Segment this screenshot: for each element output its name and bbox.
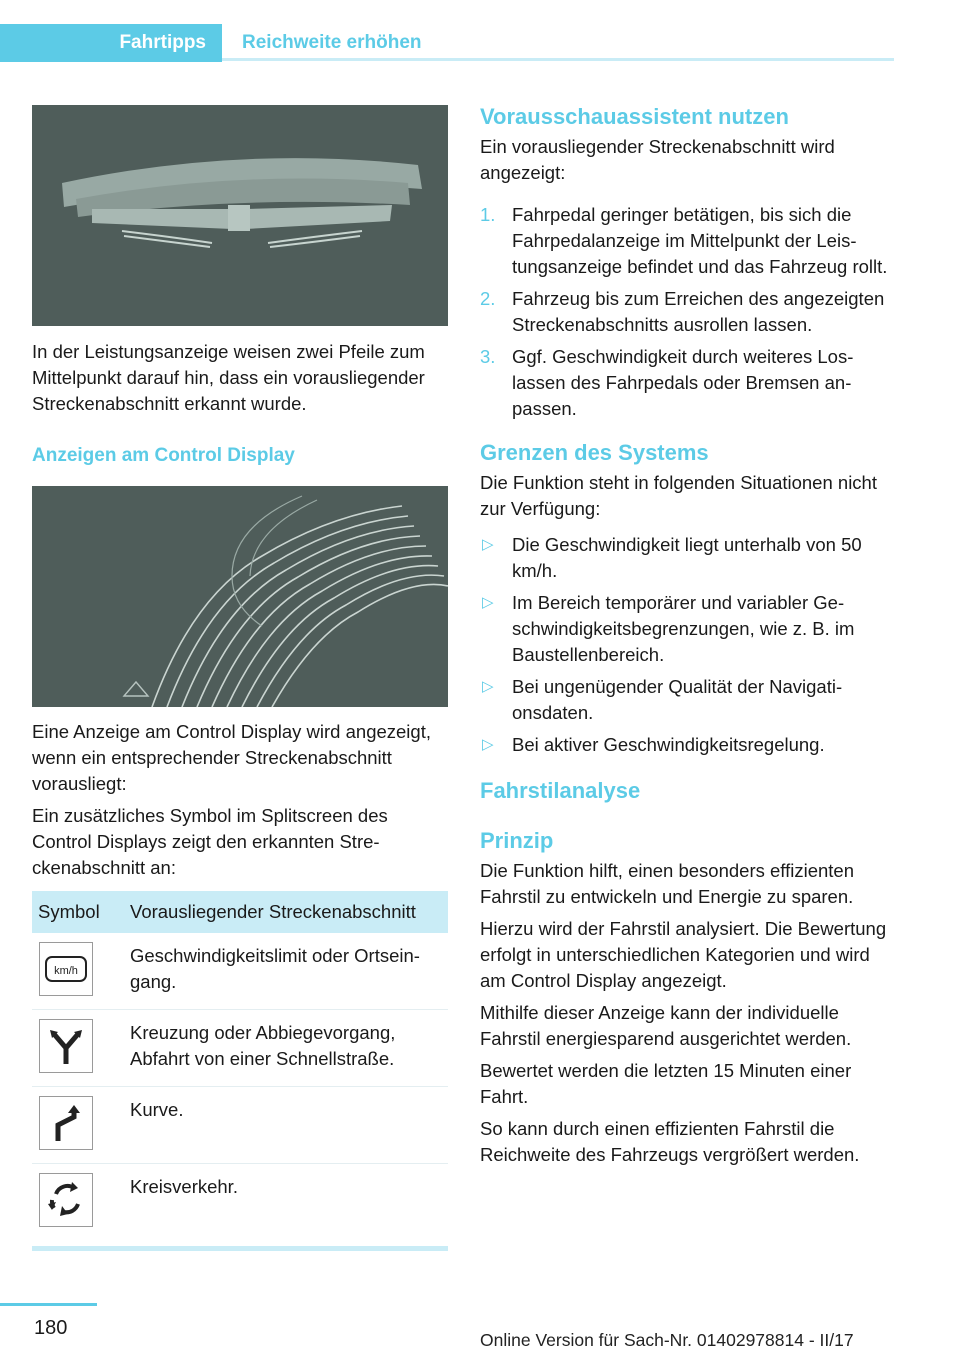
list-item: ▷ Die Geschwindigkeit liegt unterhalb von 50 km/h.	[482, 534, 862, 581]
heading-assist: Vorausschauassistent nutzen	[480, 104, 789, 129]
table-header-section: Vorausliegender Streckenabschnitt	[124, 891, 448, 933]
control-display-para2: Ein zusätzliches Symbol im Splitscreen des Control Displays zeigt den erkannten Streckenabschnitt an:	[32, 805, 388, 878]
online-version-note: Online Version für Sach-Nr. 01402978814 - II/17	[480, 1330, 854, 1350]
junction-icon	[39, 1019, 93, 1073]
table-cell-text: Kreuzung oder Abbiegevorgang, Abfahrt von einer Schnellstraße.	[124, 1010, 448, 1087]
list-item: 1. Fahrpedal geringer betätigen, bis sich die Fahrpedalanzeige im Mittelpunkt der Leistungsanzeige befindet und das Fahrzeug rollt.	[480, 204, 888, 277]
figure1-caption: In der Leistungsanzeige weisen zwei Pfeile zum Mittelpunkt darauf hin, dass ein vorausliegender Streckenabschnitt erkannt wurde.	[32, 341, 425, 414]
principle-para: So kann durch einen effizienten Fahrstil die Reichweite des Fahrzeugs vergrößert werden.	[480, 1118, 860, 1165]
left-column	[32, 105, 448, 1251]
heading-principle: Prinzip	[480, 828, 554, 853]
power-display-figure	[32, 105, 448, 326]
roundabout-icon	[39, 1173, 93, 1227]
list-item: 2. Fahrzeug bis zum Erreichen des angezeigten Streckenabschnitts ausrollen lassen.	[480, 288, 885, 335]
page-number: 180	[34, 1317, 68, 1339]
speed-limit-icon	[39, 942, 93, 996]
control-display-figure	[32, 486, 448, 707]
symbol-table	[32, 891, 448, 1240]
principle-para: Die Funktion hilft, einen besonders effizienten Fahrstil zu entwickeln und Energie zu sparen.	[480, 860, 855, 907]
principle-para: Hierzu wird der Fahrstil analysiert. Die Bewertung erfolgt in unterschiedlichen Kategorien und wird am Control Display angezeigt.	[480, 918, 887, 991]
power-arc-illustration	[32, 105, 448, 326]
limits-list	[480, 532, 894, 758]
page-number-rule	[0, 1303, 97, 1306]
table-bottom-rule	[32, 1246, 448, 1251]
list-item: ▷ Bei ungenügender Qualität der Navigationsdaten.	[482, 676, 843, 723]
steps-list	[480, 202, 894, 422]
curve-icon	[39, 1096, 93, 1150]
table-cell-text: Geschwindigkeitslimit oder Ortseingang.	[124, 933, 448, 1010]
heading-control-display: Anzeigen am Control Display	[32, 445, 295, 466]
control-display-para1: Eine Anzeige am Control Display wird angezeigt, wenn ein entsprechender Streckenabschnitt vorausliegt:	[32, 721, 431, 794]
limits-intro: Die Funktion steht in folgenden Situationen nicht zur Verfügung:	[480, 472, 877, 519]
assist-intro: Ein vorausliegender Streckenabschnitt wird angezeigt:	[480, 136, 835, 183]
section-tab: Reichweite erhöhen	[242, 32, 422, 53]
heading-limits: Grenzen des Systems	[480, 440, 709, 465]
list-item: ▷ Im Bereich temporärer und variabler Geschwindigkeitsbegrenzungen, wie z. B. im Baustellenbereich.	[482, 592, 855, 665]
table-header-row	[32, 891, 448, 933]
table-header-symbol: Symbol	[32, 891, 124, 933]
principle-para: Bewertet werden die letzten 15 Minuten einer Fahrt.	[480, 1060, 852, 1107]
road-curve-illustration	[32, 486, 448, 707]
heading-analysis: Fahrstilanalyse	[480, 778, 641, 803]
table-row	[32, 933, 448, 1010]
principle-para: Mithilfe dieser Anzeige kann der individuelle Fahrstil energiesparend ausgerichtet werden.	[480, 1002, 852, 1049]
list-item: 3. Ggf. Geschwindigkeit durch weiteres Loslassen des Fahrpedals oder Bremsen anpassen.	[480, 346, 854, 419]
table-cell-text: Kurve.	[124, 1087, 448, 1164]
list-item: ▷ Bei aktiver Geschwindigkeitsregelung.	[482, 734, 825, 755]
svg-text:km/h: km/h	[54, 965, 78, 977]
header-rule	[222, 58, 894, 61]
chapter-tab: Fahrtipps	[0, 24, 222, 62]
table-row	[32, 1010, 448, 1087]
table-cell-text: Kreisverkehr.	[130, 1176, 238, 1197]
table-row	[32, 1087, 448, 1164]
table-row	[32, 1164, 448, 1241]
right-column	[480, 100, 894, 1174]
